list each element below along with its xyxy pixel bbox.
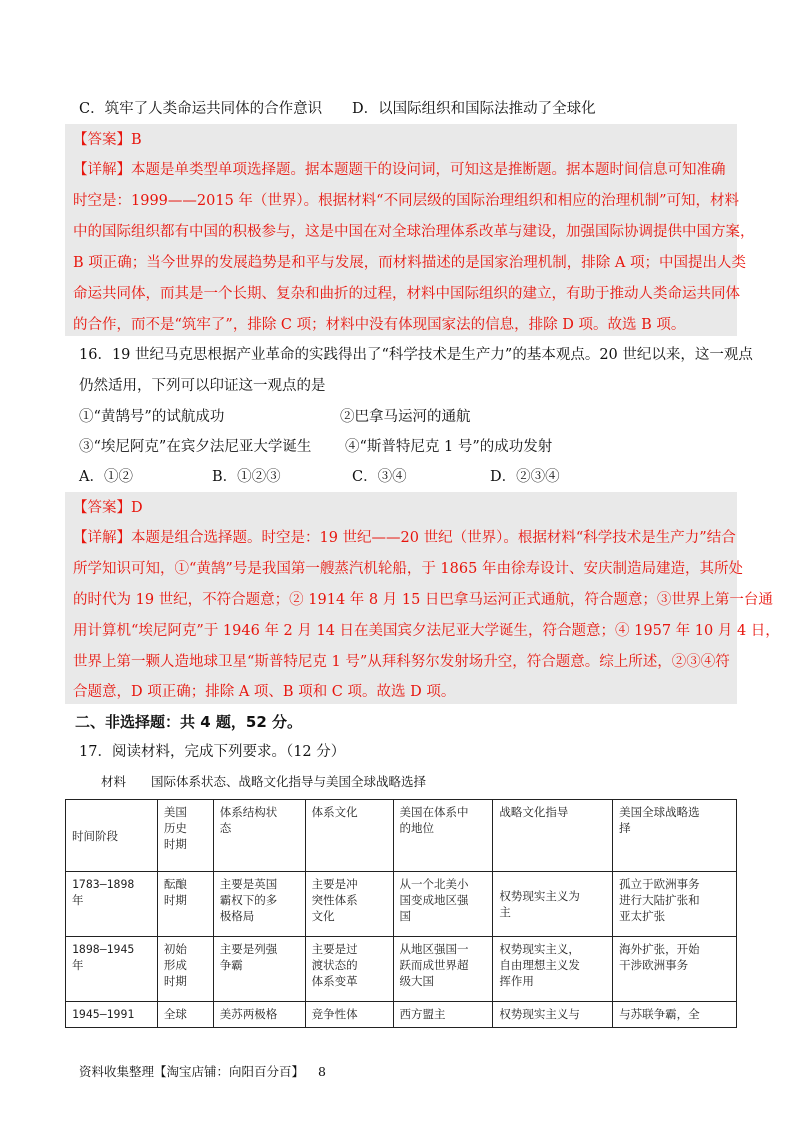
detail-line: B 项正确；当今世界的发展趋势是和平与发展，而材料描述的是国家治理机制，排除 A 项；中国提出人类 <box>73 255 746 271</box>
detail-line: 合题意，D 项正确；排除 A 项、B 项和 C 项。故选 D 项。 <box>73 684 456 700</box>
table-cell: 竞争性体 <box>305 1002 393 1028</box>
table-cell: 主要是英国 霸权下的多 极格局 <box>213 872 305 937</box>
table-cell: 主要是冲 突性体系 文化 <box>305 872 393 937</box>
table-cell: 西方盟主 <box>393 1002 493 1028</box>
table-cell: 1898—1945 年 <box>66 937 158 1002</box>
table-header-row <box>66 800 737 872</box>
table-header-cell: 体系结构状 态 <box>213 800 305 872</box>
option-a: A．①② <box>79 469 133 485</box>
table-row <box>66 872 737 937</box>
detail-line: 世界上第一颗人造地球卫星“斯普特尼克 1 号”从拜科努尔发射场升空，符合题意。综上所述，②③④符 <box>73 654 730 670</box>
table-row <box>66 937 737 1002</box>
table-cell: 美苏两极格 <box>213 1002 305 1028</box>
table-header-cell: 时间阶段 <box>66 800 158 872</box>
choice-item: ③“埃尼阿克”在宾夕法尼亚大学诞生 <box>79 439 312 455</box>
table-header-cell: 美国在体系中 的地位 <box>393 800 493 872</box>
table-cell: 从地区强国一 跃而成世界超 级大国 <box>393 937 493 1002</box>
table-header-cell: 体系文化 <box>305 800 393 872</box>
option-d: D．以国际组织和国际法推动了全球化 <box>352 101 596 117</box>
table-header-cell: 战略文化指导 <box>493 800 613 872</box>
detail-line: 中的国际组织都有中国的积极参与，这是中国在对全球治理体系改革与建设，加强国际协调提供中国方案， <box>73 224 755 240</box>
question-stem: 仍然适用，下列可以印证这一观点的是 <box>79 378 326 394</box>
detail-line: 的时代为 19 世纪，不符合题意；② 1914 年 8 月 15 日巴拿马运河正式通航，符合题意；③世界上第一台通 <box>73 592 773 608</box>
option-c: C．筑牢了人类命运共同体的合作意识 <box>79 101 323 117</box>
choice-item: ②巴拿马运河的通航 <box>340 409 471 425</box>
choice-item: ④“斯普特尼克 1 号”的成功发射 <box>345 439 553 455</box>
page-footer <box>79 1062 326 1080</box>
table-cell: 权势现实主义为 主 <box>493 872 613 937</box>
table-cell: 孤立于欧洲事务 进行大陆扩张和 亚太扩张 <box>613 872 737 937</box>
table-cell: 权势现实主义， 自由理想主义发 挥作用 <box>493 937 613 1002</box>
table-cell: 海外扩张，开始 干涉欧洲事务 <box>613 937 737 1002</box>
detail-line: 的合作，而不是“筑牢了”，排除 C 项；材料中没有体现国家法的信息，排除 D 项。故选 B 项。 <box>73 317 686 333</box>
detail-line: 命运共同体，而其是一个长期、复杂和曲折的过程，材料中国际组织的建立，有助于推动人类命运共同体 <box>73 286 740 302</box>
question-stem: 17．阅读材料，完成下列要求。（12 分） <box>79 744 346 760</box>
table-caption: 材料 国际体系状态、战略文化指导与美国全球战略选择 <box>101 774 427 789</box>
detail-line: 时空是：1999——2015 年（世界）。根据材料“不同层级的国际治理组织和相应的治理机制”可知，材料 <box>73 193 739 209</box>
option-b: B．①②③ <box>212 469 281 485</box>
table-cell: 从一个北美小 国变成地区强 国 <box>393 872 493 937</box>
question-stem: 16．19 世纪马克思根据产业革命的实践得出了“科学技术是生产力”的基本观点。20 世纪以来，这一观点 <box>79 347 753 363</box>
table-header-cell: 美国 历史 时期 <box>157 800 213 872</box>
option-d: D．②③④ <box>490 469 560 485</box>
table-cell: 权势现实主义与 <box>493 1002 613 1028</box>
table-cell: 主要是列强 争霸 <box>213 937 305 1002</box>
table-cell: 与苏联争霸，全 <box>613 1002 737 1028</box>
table-cell: 初始 形成 时期 <box>157 937 213 1002</box>
answer-label: 【答案】D <box>73 500 143 516</box>
section-heading: 二、非选择题：共 4 题，52 分。 <box>75 713 302 731</box>
detail-line: 【详解】本题是组合选择题。时空是：19 世纪——20 世纪（世界）。根据材料“科学技术是生产力”结合 <box>73 530 736 546</box>
detail-line: 所学知识可知，①“黄鹄”号是我国第一艘蒸汽机轮船，于 1865 年由徐寿设计、安庆制造局建造，其所处 <box>73 561 743 577</box>
detail-line: 用计算机“埃尼阿克”于 1946 年 2 月 14 日在美国宾夕法尼亚大学诞生，符合题意；④ 1957 年 10 月 4 日， <box>73 623 780 639</box>
table-cell: 主要是过 渡状态的 体系变革 <box>305 937 393 1002</box>
table-header-cell: 美国全球战略选 择 <box>613 800 737 872</box>
table-cell: 1945—1991 <box>66 1002 158 1028</box>
detail-line: 【详解】本题是单类型单项选择题。据本题题干的设问词，可知这是推断题。据本题时间信息可知准确 <box>73 162 726 178</box>
page-number: 8 <box>318 1064 326 1079</box>
table-cell: 全球 <box>157 1002 213 1028</box>
answer-label: 【答案】B <box>73 132 142 148</box>
table-cell: 1783—1898 年 <box>66 872 158 937</box>
option-c: C．③④ <box>352 469 407 485</box>
table-row <box>66 1002 737 1028</box>
table-cell: 酝酿 时期 <box>157 872 213 937</box>
choice-item: ①“黄鹄号”的试航成功 <box>79 409 225 425</box>
strategy-table <box>65 799 737 1028</box>
footer-text: 资料收集整理【淘宝店铺：向阳百分百】 <box>79 1064 305 1079</box>
